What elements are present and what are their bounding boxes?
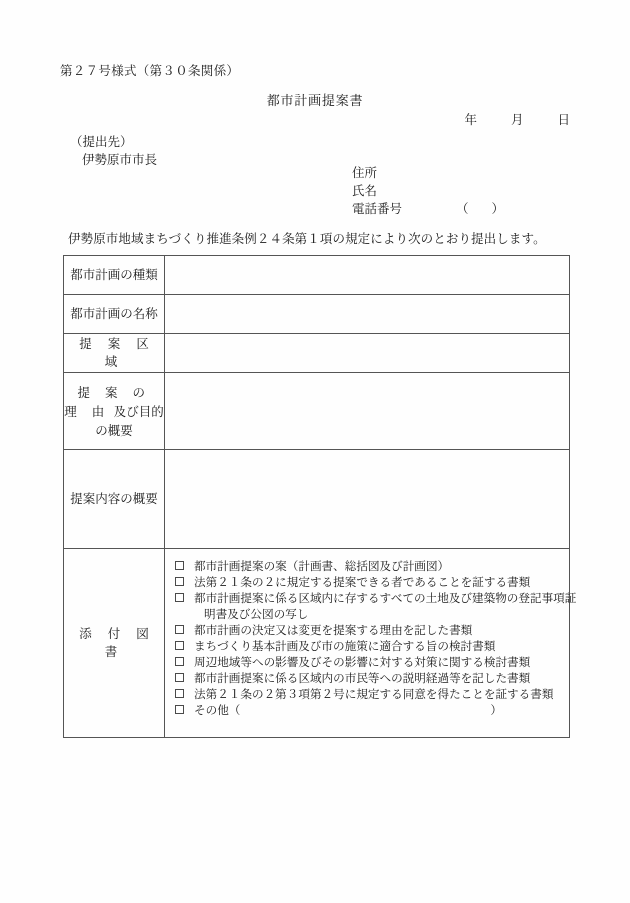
attachment-label: 法第２１条の２に規定する提案できる者であることを証する書類 (194, 575, 531, 589)
label-proposal-summary: 提案内容の概要 (64, 450, 165, 549)
list-item-other[interactable] (175, 702, 563, 718)
label-reason-purpose-lines (64, 383, 164, 440)
submit-to-recipient: 伊勢原市市長 (82, 152, 158, 167)
value-attachments (165, 549, 577, 738)
table-row-proposal-area (64, 334, 570, 373)
list-item[interactable] (175, 558, 563, 574)
value-reason-purpose[interactable] (165, 373, 570, 450)
label-reason-purpose (64, 373, 165, 450)
table-row-plan-type (64, 256, 570, 295)
applicant-name-row (352, 182, 504, 200)
applicant-block (352, 164, 504, 218)
value-plan-type[interactable] (165, 256, 570, 295)
list-item[interactable] (175, 638, 563, 654)
phone-paren-open: （ (456, 201, 470, 216)
address-label: 住所 (352, 165, 378, 180)
name-label: 氏名 (352, 183, 378, 198)
attachment-other-paren-close: ） (490, 703, 502, 717)
label-proposal-area-text: 提 案 区 域 (79, 336, 155, 369)
label-reason-line1: 提 案 の 理 由 (64, 384, 151, 419)
attachment-label-other (194, 702, 563, 718)
table-row-attachments (64, 549, 570, 738)
attachment-label: 都市計画提案の案（計画書、総括図及び計画図） (194, 559, 450, 573)
attachment-other-text: その他（ (194, 703, 241, 717)
date-month-label: 月 (510, 112, 524, 127)
list-item[interactable] (175, 590, 577, 606)
label-proposal-area (64, 334, 165, 373)
checkbox-icon[interactable] (175, 561, 184, 570)
attachment-label: 都市計画提案に係る区域内に存するすべての土地及び建築物の登記事項証 (194, 591, 577, 605)
table-row-proposal-summary (64, 450, 570, 549)
label-attachments (64, 549, 165, 738)
attachment-label: まちづくり基本計画及び市の施策に適合する旨の検討書類 (194, 639, 496, 653)
list-item[interactable] (175, 686, 563, 702)
phone-label: 電話番号 (352, 201, 403, 216)
attachment-label: 周辺地域等への影響及びその影響に対する対策に関する検討書類 (194, 655, 531, 669)
date-line (464, 110, 570, 128)
attachment-checklist (165, 549, 577, 724)
intro-text: 伊勢原市地域まちづくり推進条例２４条第１項の規定により次のとおり提出します。 (68, 231, 546, 246)
list-item[interactable] (175, 670, 563, 686)
attachment-label: 都市計画の決定又は変更を提案する理由を記した書類 (194, 623, 473, 637)
checkbox-icon[interactable] (175, 689, 184, 698)
attachment-label: 都市計画提案に係る区域内の市民等への説明経過等を記した書類 (194, 671, 531, 685)
label-attachments-text: 添 付 図 書 (79, 626, 155, 659)
submit-to-block (70, 133, 157, 169)
checkbox-icon[interactable] (175, 641, 184, 650)
date-day-label: 日 (557, 112, 570, 127)
label-reason-line2: 及び目的の概要 (95, 403, 164, 438)
label-plan-type: 都市計画の種類 (64, 256, 165, 295)
attachment-label: 法第２１条の２第３項第２号に規定する同意を得たことを証する書類 (194, 687, 554, 701)
checkbox-icon[interactable] (175, 625, 184, 634)
label-plan-name: 都市計画の名称 (64, 295, 165, 334)
value-plan-name[interactable] (165, 295, 570, 334)
date-year-label: 年 (464, 112, 477, 127)
list-item[interactable] (175, 574, 563, 590)
value-proposal-area[interactable] (165, 334, 570, 373)
phone-paren-close: ） (491, 201, 505, 216)
checkbox-icon[interactable] (175, 673, 184, 682)
applicant-address-row (352, 164, 504, 182)
table-row-plan-name (64, 295, 570, 334)
submit-to-label: （提出先） (70, 134, 133, 149)
list-item[interactable] (175, 622, 563, 638)
document-title: 都市計画提案書 (266, 94, 364, 109)
proposal-form-table (63, 255, 577, 738)
list-item[interactable] (175, 654, 563, 670)
value-proposal-summary[interactable] (165, 450, 570, 549)
table-row-reason-purpose (64, 373, 570, 450)
checkbox-icon[interactable] (175, 593, 184, 602)
checkbox-icon[interactable] (175, 577, 184, 586)
checkbox-icon[interactable] (175, 657, 184, 666)
form-number: 第２７号様式（第３０条関係） (60, 63, 240, 78)
attachment-label-continuation: 明書及び公図の写し (204, 607, 309, 621)
checkbox-icon[interactable] (175, 705, 184, 714)
applicant-phone-row (352, 200, 504, 218)
